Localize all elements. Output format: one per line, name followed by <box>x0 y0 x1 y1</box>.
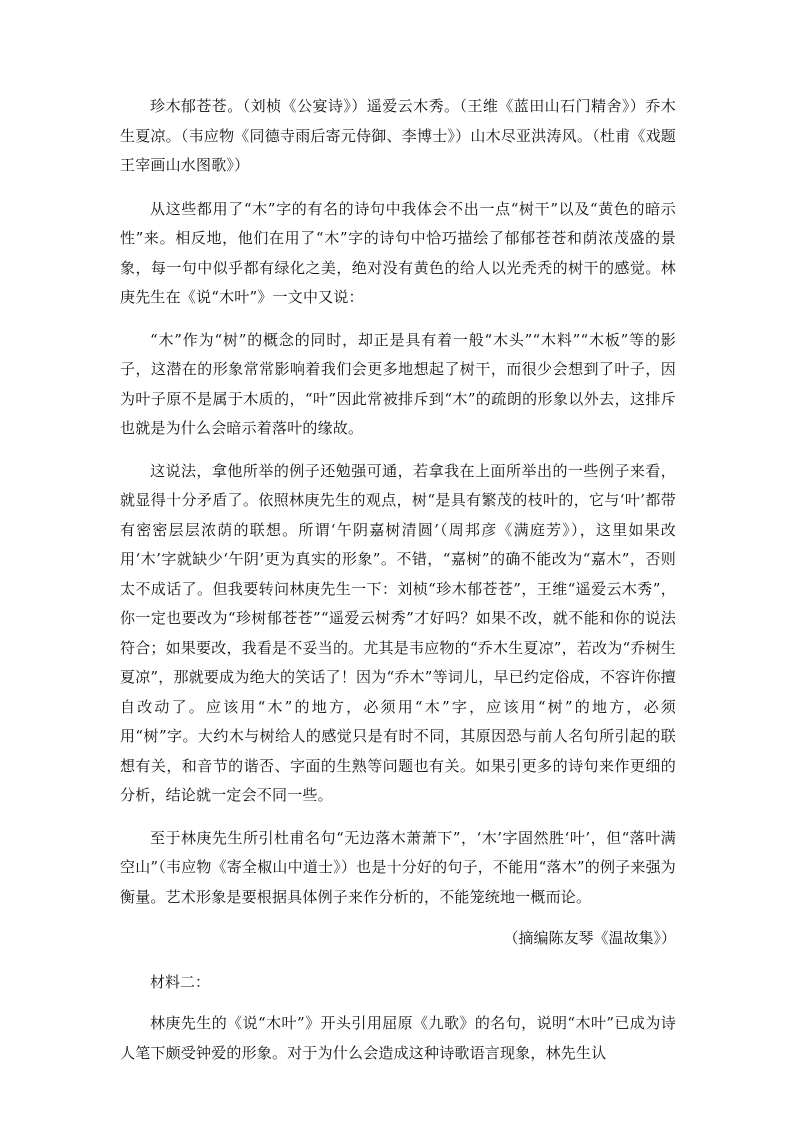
source-citation: （摘编陈友琴《温故集》） <box>503 929 676 947</box>
material-two-label: 材料二： <box>150 973 211 991</box>
paragraph-analysis: 从这些都用了“木”字的有名的诗句中我体会不出一点“树干”以及“黄色的暗示性”来。相反地，他们在用了“木”字的诗句中恰巧描绘了郁郁苍苍和荫浓茂盛的景象，每一句中似乎都有绿化之美，绝对没有黄色的给人以光秃秃的树干的感觉。林庚先生在《说“木叶”》一文中又说： <box>120 199 676 306</box>
paragraph-quotation: “木”作为“树”的概念的同时，却正是具有着一般“木头”“木料”“木板”等的影子，这潜在的形象常常影响着我们会更多地想起了树干，而很少会想到了叶子，因为叶子原不是属于木质的，“叶”因此常被排斥到“木”的疏朗的形象以外去，这排斥也就是为什么会暗示着落叶的缘故。 <box>120 330 676 437</box>
paragraph-conclusion: 至于林庚先生所引杜甫名句“无边落木萧萧下”，‘木’字固然胜‘叶’，但“落叶满空山”（韦应物《寄全椒山中道士》）也是十分好的句子，不能用“落木”的例子来强为衡量。艺术形象是要根据具体例子来作分析的，不能笼统地一概而论。 <box>120 828 676 906</box>
paragraph-argument: 这说法，拿他所举的例子还勉强可通，若拿我在上面所举出的一些例子来看，就显得十分矛盾了。依照林庚先生的观点，树“是具有繁茂的枝叶的，它与‘叶’都带有密密层层浓荫的联想。所谓‘午阴嘉树清圆’（周邦彦《满庭芳》），这里如果改用‘木’字就缺少‘午阴’更为真实的形象”。不错，“嘉树”的确不能改为“嘉木”，否则太不成话了。但我要转问林庚先生一下：刘桢“珍木郁苍苍”，王维“遥爱云木秀”，你一定也要改为“珍树郁苍苍”“遥爱云树秀”才好吗？如果不改，就不能和你的说法符合；如果要改，我看是不妥当的。尤其是韦应物的“乔木生夏凉”，若改为“乔树生夏凉”，那就要成为绝大的笑话了！因为“乔木”等词儿，早已约定俗成，不容许你擅自改动了。应该用“木”的地方，必须用“木”字，应该用“树”的地方，必须用“树”字。大约木与树给人的感觉只是有时不同，其原因恐与前人名句所引起的联想有关，和音节的谐否、字面的生熟等问题也有关。如果引更多的诗句来作更细的分析，结论就一定会不同一些。 <box>120 461 676 804</box>
document-body <box>120 92 676 1068</box>
paragraph-poem-examples: 珍木郁苍苍。（刘桢《公宴诗》）遥爱云木秀。（王维《蓝田山石门精舍》）乔木生夏凉。（韦应物《同德寺雨后寄元侍御、李博士》）山木尽亚洪涛风。（杜甫《戏题王宰画山水图歌》） <box>120 97 676 174</box>
paragraph-material-two: 林庚先生的《说“木叶”》开头引用屈原《九歌》的名句，说明“木叶”已成为诗人笔下颇受钟爱的形象。对于为什么会造成这种诗歌语言现象，林先生认 <box>120 1014 676 1062</box>
